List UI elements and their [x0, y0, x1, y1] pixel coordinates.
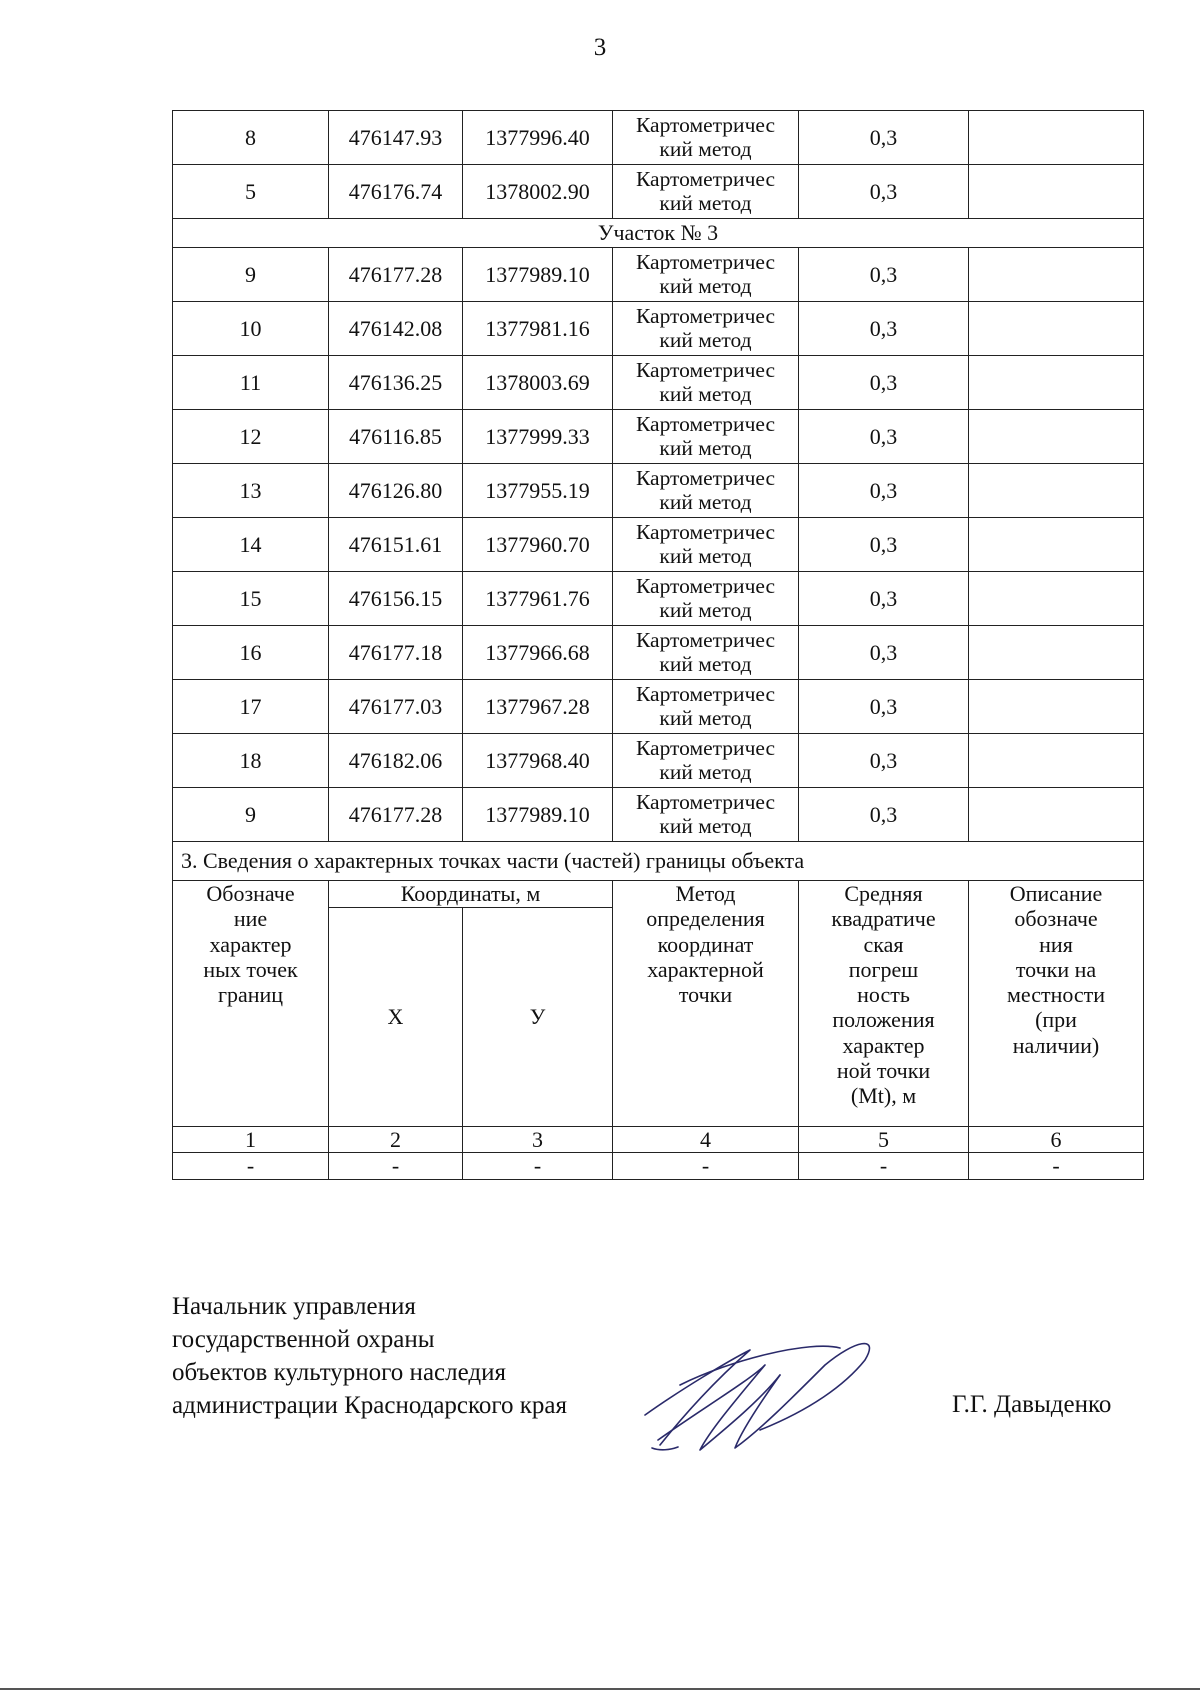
method-cell: Картометричес кий метод [613, 111, 799, 165]
point-cell: 11 [173, 356, 329, 410]
table-row [173, 302, 1144, 356]
mt-cell: 0,3 [799, 356, 969, 410]
x-cell: 476182.06 [329, 734, 463, 788]
y-cell: 1377967.28 [463, 680, 613, 734]
x-cell: 476116.85 [329, 410, 463, 464]
header-method: Метод определения координат характерной точки [613, 881, 799, 1127]
method-cell: Картометричес кий метод [613, 464, 799, 518]
y-cell: 1377968.40 [463, 734, 613, 788]
point-cell: 9 [173, 788, 329, 842]
description-cell [969, 572, 1144, 626]
header-y: У [463, 908, 613, 1127]
section-rows [173, 248, 1144, 842]
header-point: Обозначе ние характер ных точек границ [173, 881, 329, 1127]
page-number: 3 [593, 34, 607, 61]
empty-cell: - [799, 1153, 969, 1179]
description-cell [969, 165, 1144, 219]
empty-cell: - [969, 1153, 1144, 1179]
x-cell: 476142.08 [329, 302, 463, 356]
mt-cell: 0,3 [799, 734, 969, 788]
column-number: 1 [173, 1127, 329, 1153]
y-cell: 1377989.10 [463, 788, 613, 842]
handwritten-signature [640, 1330, 880, 1460]
point-cell: 10 [173, 302, 329, 356]
table-row [173, 165, 1144, 219]
y-cell: 1377981.16 [463, 302, 613, 356]
x-cell: 476126.80 [329, 464, 463, 518]
section-header [173, 219, 1144, 248]
point-cell: 13 [173, 464, 329, 518]
x-cell: 476176.74 [329, 165, 463, 219]
coordinates-table [172, 110, 1144, 1180]
y-cell: 1377996.40 [463, 111, 613, 165]
y-cell: 1377961.76 [463, 572, 613, 626]
description-cell [969, 248, 1144, 302]
mt-cell: 0,3 [799, 788, 969, 842]
table-row [173, 410, 1144, 464]
x-cell: 476177.28 [329, 248, 463, 302]
y-cell: 1378002.90 [463, 165, 613, 219]
method-cell: Картометричес кий метод [613, 734, 799, 788]
description-cell [969, 788, 1144, 842]
table-row [173, 572, 1144, 626]
description-cell [969, 111, 1144, 165]
x-cell: 476177.03 [329, 680, 463, 734]
description-cell [969, 626, 1144, 680]
method-cell: Картометричес кий метод [613, 356, 799, 410]
description-cell [969, 680, 1144, 734]
description-cell [969, 734, 1144, 788]
empty-cell: - [613, 1153, 799, 1179]
top-rows [173, 111, 1144, 219]
header-x: Х [329, 908, 463, 1127]
method-cell: Картометричес кий метод [613, 626, 799, 680]
x-cell: 476156.15 [329, 572, 463, 626]
mt-cell: 0,3 [799, 111, 969, 165]
empty-cell: - [463, 1153, 613, 1179]
table-row [173, 518, 1144, 572]
mt-cell: 0,3 [799, 165, 969, 219]
method-cell: Картометричес кий метод [613, 248, 799, 302]
method-cell: Картометричес кий метод [613, 680, 799, 734]
description-cell [969, 518, 1144, 572]
table-row [173, 734, 1144, 788]
mt-cell: 0,3 [799, 464, 969, 518]
description-cell [969, 410, 1144, 464]
point-cell: 16 [173, 626, 329, 680]
point-cell: 15 [173, 572, 329, 626]
x-cell: 476151.61 [329, 518, 463, 572]
signatory-title: Начальник управления государственной охраны объектов культурного наследия администрации Краснодарского края [172, 1293, 568, 1419]
method-cell: Картометричес кий метод [613, 572, 799, 626]
point-cell: 17 [173, 680, 329, 734]
empty-row [173, 1153, 1144, 1179]
mt-cell: 0,3 [799, 302, 969, 356]
table-row [173, 111, 1144, 165]
mt-cell: 0,3 [799, 248, 969, 302]
method-cell: Картометричес кий метод [613, 410, 799, 464]
table-row [173, 788, 1144, 842]
header-coords: Координаты, м [329, 881, 613, 908]
mt-cell: 0,3 [799, 572, 969, 626]
table-row [173, 356, 1144, 410]
header-mt: Средняя квадратиче ская погреш ность положения характер ной точки (Mt), м [799, 881, 969, 1127]
method-cell: Картометричес кий метод [613, 165, 799, 219]
table-row [173, 626, 1144, 680]
y-cell: 1377989.10 [463, 248, 613, 302]
point-cell: 5 [173, 165, 329, 219]
mt-cell: 0,3 [799, 410, 969, 464]
section-title: Участок № 3 [173, 219, 1144, 248]
y-cell: 1377999.33 [463, 410, 613, 464]
column-number: 5 [799, 1127, 969, 1153]
table-row [173, 248, 1144, 302]
y-cell: 1378003.69 [463, 356, 613, 410]
x-cell: 476177.18 [329, 626, 463, 680]
mt-cell: 0,3 [799, 518, 969, 572]
part3-title: 3. Сведения о характерных точках части (частей) границы объекта [173, 842, 1144, 881]
table-row [173, 680, 1144, 734]
signatory-name: Г.Г. Давыденко [952, 1391, 1112, 1418]
column-number: 3 [463, 1127, 613, 1153]
method-cell: Картометричес кий метод [613, 518, 799, 572]
table-row [173, 464, 1144, 518]
bottom-rule [0, 1688, 1200, 1690]
y-cell: 1377955.19 [463, 464, 613, 518]
mt-cell: 0,3 [799, 680, 969, 734]
point-cell: 8 [173, 111, 329, 165]
point-cell: 9 [173, 248, 329, 302]
header-desc: Описание обозначе ния точки на местности (при наличии) [969, 881, 1144, 1127]
part3-block [173, 842, 1144, 1180]
x-cell: 476147.93 [329, 111, 463, 165]
description-cell [969, 356, 1144, 410]
point-cell: 18 [173, 734, 329, 788]
mt-cell: 0,3 [799, 626, 969, 680]
x-cell: 476136.25 [329, 356, 463, 410]
method-cell: Картометричес кий метод [613, 788, 799, 842]
column-number: 2 [329, 1127, 463, 1153]
column-number: 4 [613, 1127, 799, 1153]
y-cell: 1377960.70 [463, 518, 613, 572]
description-cell [969, 464, 1144, 518]
empty-cell: - [329, 1153, 463, 1179]
column-numbers-row [173, 1127, 1144, 1153]
point-cell: 14 [173, 518, 329, 572]
point-cell: 12 [173, 410, 329, 464]
empty-cell: - [173, 1153, 329, 1179]
column-number: 6 [969, 1127, 1144, 1153]
y-cell: 1377966.68 [463, 626, 613, 680]
description-cell [969, 302, 1144, 356]
x-cell: 476177.28 [329, 788, 463, 842]
method-cell: Картометричес кий метод [613, 302, 799, 356]
